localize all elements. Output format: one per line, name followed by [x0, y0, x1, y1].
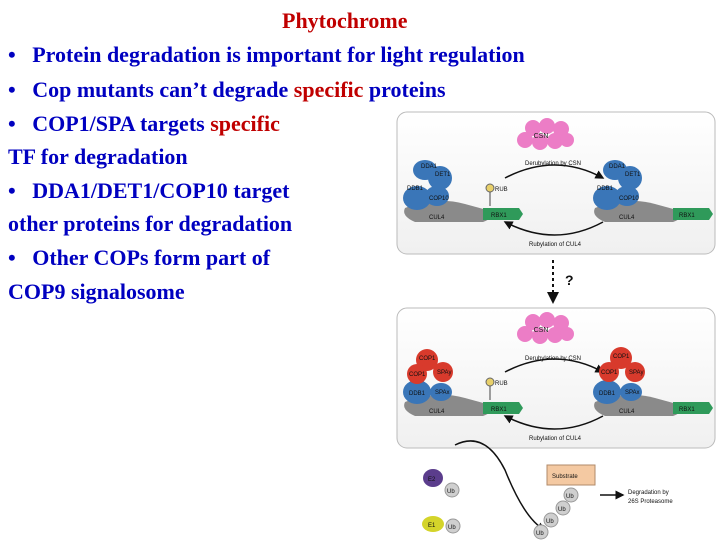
- derubylation-label: Derubylation by CSN: [524, 161, 582, 167]
- bullet-2-highlight: specific: [293, 77, 364, 102]
- cul4-label: CUL4: [619, 215, 635, 221]
- spay-label: SPAy: [629, 370, 644, 376]
- cop1-label: COP1: [409, 372, 426, 378]
- slide-title: Phytochrome: [282, 8, 408, 33]
- dda1-label: DDA1: [421, 164, 438, 170]
- e2-enzyme: [423, 469, 459, 497]
- bullet-5: [8, 245, 270, 271]
- e1-enzyme: [422, 516, 460, 533]
- bullet-4-line-2: other proteins for degradation: [8, 211, 293, 236]
- bullet-marker: •: [8, 245, 16, 270]
- rub-label: RUB: [495, 381, 508, 387]
- cop1-label: COP1: [613, 354, 630, 360]
- cul4-label: CUL4: [619, 409, 635, 415]
- ub-label: Ub: [546, 519, 554, 525]
- csn-label: CSN: [533, 327, 549, 334]
- det1-label: DET1: [435, 172, 451, 178]
- det1-label: DET1: [625, 172, 641, 178]
- degradation-label-1: Degradation by: [628, 490, 669, 496]
- ddb1-label: DDB1: [597, 186, 614, 192]
- rbx1-label: RBX1: [491, 213, 507, 219]
- bullet-3-text-a: COP1/SPA targets: [32, 111, 211, 136]
- e1-label: E1: [428, 523, 436, 529]
- cul4-cycle-diagram: [395, 110, 720, 540]
- degradation-label-2: 26S Proteasome: [628, 499, 673, 505]
- rubylation-label: Rubylation of CUL4: [528, 242, 582, 248]
- bullet-marker: •: [8, 178, 16, 203]
- cul4-label: CUL4: [429, 215, 445, 221]
- bullet-1: [8, 42, 525, 68]
- spax-label: SPAx: [625, 390, 640, 396]
- ddb1-label: DDB1: [599, 391, 616, 397]
- cop1-label: COP1: [601, 370, 618, 376]
- substrate-box: [547, 465, 595, 485]
- ddb1-label: DDB1: [409, 391, 426, 397]
- dda1-label: DDA1: [609, 164, 626, 170]
- cop10-label: COP10: [619, 196, 639, 202]
- ubiquitin-chain: [534, 488, 578, 539]
- bullet-2-text-a: Cop mutants can’t degrade: [32, 77, 294, 102]
- bullet-marker: •: [8, 42, 16, 67]
- bullet-2-text-c: proteins: [363, 77, 446, 102]
- rubylation-label: Rubylation of CUL4: [528, 436, 582, 442]
- ub-label: Ub: [558, 507, 566, 513]
- rub-label: RUB: [495, 187, 508, 193]
- bullet-1-text: Protein degradation is important for light regulation: [32, 42, 525, 67]
- ddb1-label: DDB1: [407, 186, 424, 192]
- ub-label: Ub: [566, 494, 574, 500]
- csn-label: CSN: [533, 133, 549, 140]
- cop10-label: COP10: [429, 196, 449, 202]
- bullet-4: [8, 178, 289, 204]
- bullet-4-text: DDA1/DET1/COP10 target: [32, 178, 290, 203]
- bullet-3-highlight: specific: [210, 111, 280, 136]
- ub-label: Ub: [536, 531, 544, 537]
- cop1-label: COP1: [419, 356, 436, 362]
- bullet-5-text: Other COPs form part of: [32, 245, 271, 270]
- cul4-label: CUL4: [429, 409, 445, 415]
- ub-label: Ub: [447, 489, 455, 495]
- spay-label: SPAy: [437, 370, 452, 376]
- bullet-marker: •: [8, 111, 16, 136]
- bullet-2: [8, 77, 446, 103]
- bullet-3-line-2: TF for degradation: [8, 144, 188, 169]
- bullet-marker: •: [8, 77, 16, 102]
- bullet-3: [8, 111, 280, 137]
- bullet-5-line-2: COP9 signalosome: [8, 279, 185, 304]
- ub-label: Ub: [448, 525, 456, 531]
- question-mark: ?: [565, 272, 574, 288]
- e2-label: E2: [428, 477, 436, 483]
- derubylation-label: Derubylation by CSN: [524, 356, 582, 362]
- rbx1-label: RBX1: [679, 407, 695, 413]
- substrate-label: Substrate: [552, 474, 578, 480]
- ubiquitination-arrow: [455, 441, 545, 530]
- rbx1-label: RBX1: [679, 213, 695, 219]
- rbx1-label: RBX1: [491, 407, 507, 413]
- spax-label: SPAx: [435, 390, 450, 396]
